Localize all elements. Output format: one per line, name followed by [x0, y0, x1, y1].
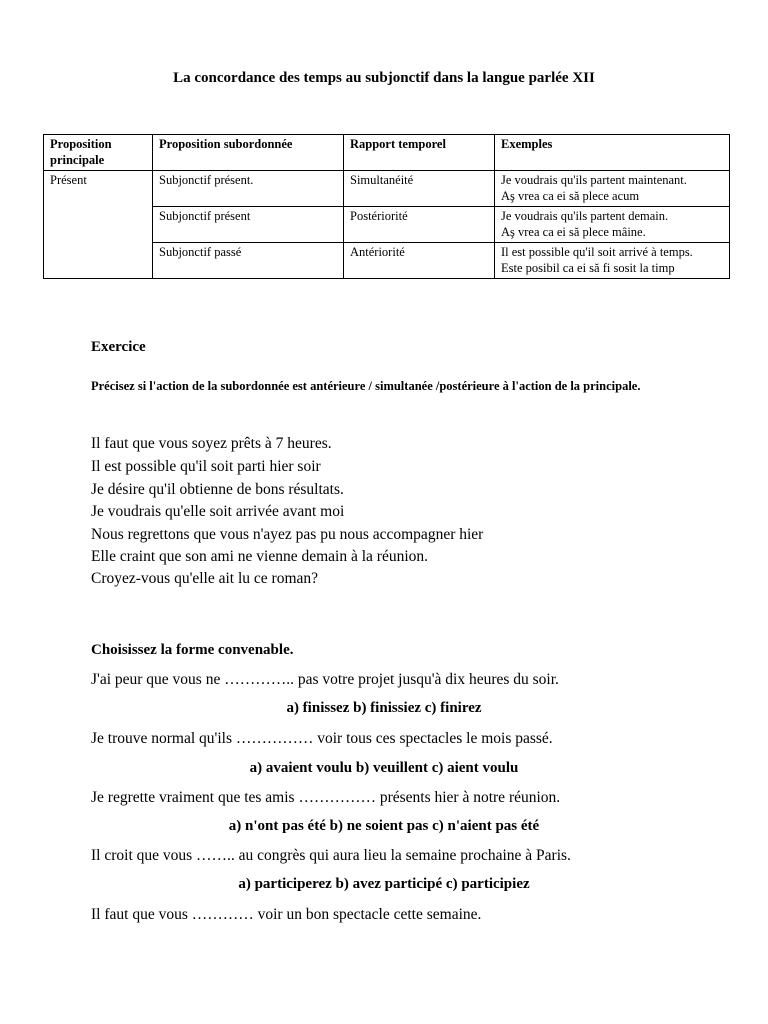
choice-sentence: Je regrette vraiment que tes amis …………… présents hier à notre réunion.	[91, 789, 561, 806]
choice-options: a) avaient voulu b) veuillent c) aient voulu	[249, 760, 519, 776]
example-ro: Aş vrea ca ei să plece acum	[501, 189, 640, 203]
cell-examples	[495, 243, 730, 279]
example-ro: Aş vrea ca ei să plece mâine.	[501, 225, 646, 239]
exercise-title: Exercice	[91, 339, 146, 355]
choice-options: a) n'ont pas été b) ne soient pas c) n'aient pas été	[228, 818, 540, 834]
cell-subordinate: Subjonctif présent.	[153, 171, 344, 207]
table-header-row	[44, 135, 730, 171]
example-ro: Este posibil ca ei să fi sosit la timp	[501, 261, 675, 275]
exercise-sentence: Croyez-vous qu'elle ait lu ce roman?	[91, 570, 319, 587]
exercise-sentence: Nous regrettons que vous n'ayez pas pu nous accompagner hier	[91, 526, 484, 543]
table-row	[44, 171, 730, 207]
header-rapport: Rapport temporel	[344, 135, 495, 171]
exercise-sentence: Elle craint que son ami ne vienne demain à la réunion.	[91, 548, 429, 565]
header-exemples: Exemples	[495, 135, 730, 171]
header-principale: Proposition principale	[44, 135, 153, 171]
exercise-instruction: Précisez si l'action de la subordonnée est antérieure / simultanée /postérieure à l'action de la principale.	[91, 379, 641, 393]
cell-examples	[495, 207, 730, 243]
exercise-sentence: Il est possible qu'il soit parti hier soir	[91, 458, 321, 475]
choice-sentence: Il faut que vous ………… voir un bon spectacle cette semaine.	[91, 906, 482, 923]
cell-subordinate: Subjonctif passé	[153, 243, 344, 279]
cell-relation: Postériorité	[344, 207, 495, 243]
choice-sentence: J'ai peur que vous ne ………….. pas votre projet jusqu'à dix heures du soir.	[91, 671, 559, 688]
cell-relation: Simultanéité	[344, 171, 495, 207]
cell-examples	[495, 171, 730, 207]
cell-main-clause: Présent	[44, 171, 153, 279]
choice-options: a) finissez b) finissiez c) finirez	[286, 700, 482, 716]
choice-sentence: Je trouve normal qu'ils …………… voir tous ces spectacles le mois passé.	[91, 730, 553, 747]
choice-sentence: Il croit que vous …….. au congrès qui aura lieu la semaine prochaine à Paris.	[91, 847, 571, 864]
page-title: La concordance des temps au subjonctif dans la langue parlée XII	[173, 70, 595, 86]
concordance-table	[43, 134, 730, 279]
exercise-sentence: Je désire qu'il obtienne de bons résultats.	[91, 481, 344, 498]
exercise-sentence: Je voudrais qu'elle soit arrivée avant moi	[91, 503, 345, 520]
exercise-sentence: Il faut que vous soyez prêts à 7 heures.	[91, 435, 332, 452]
choose-form-title: Choisissez la forme convenable.	[91, 642, 294, 658]
choice-options: a) participerez b) avez participé c) participiez	[238, 876, 530, 892]
header-subordonnee: Proposition subordonnée	[153, 135, 344, 171]
cell-relation: Antériorité	[344, 243, 495, 279]
example-fr: Je voudrais qu'ils partent demain.	[501, 209, 669, 223]
example-fr: Je voudrais qu'ils partent maintenant.	[501, 173, 687, 187]
cell-subordinate: Subjonctif présent	[153, 207, 344, 243]
example-fr: Il est possible qu'il soit arrivé à temps.	[501, 245, 693, 259]
